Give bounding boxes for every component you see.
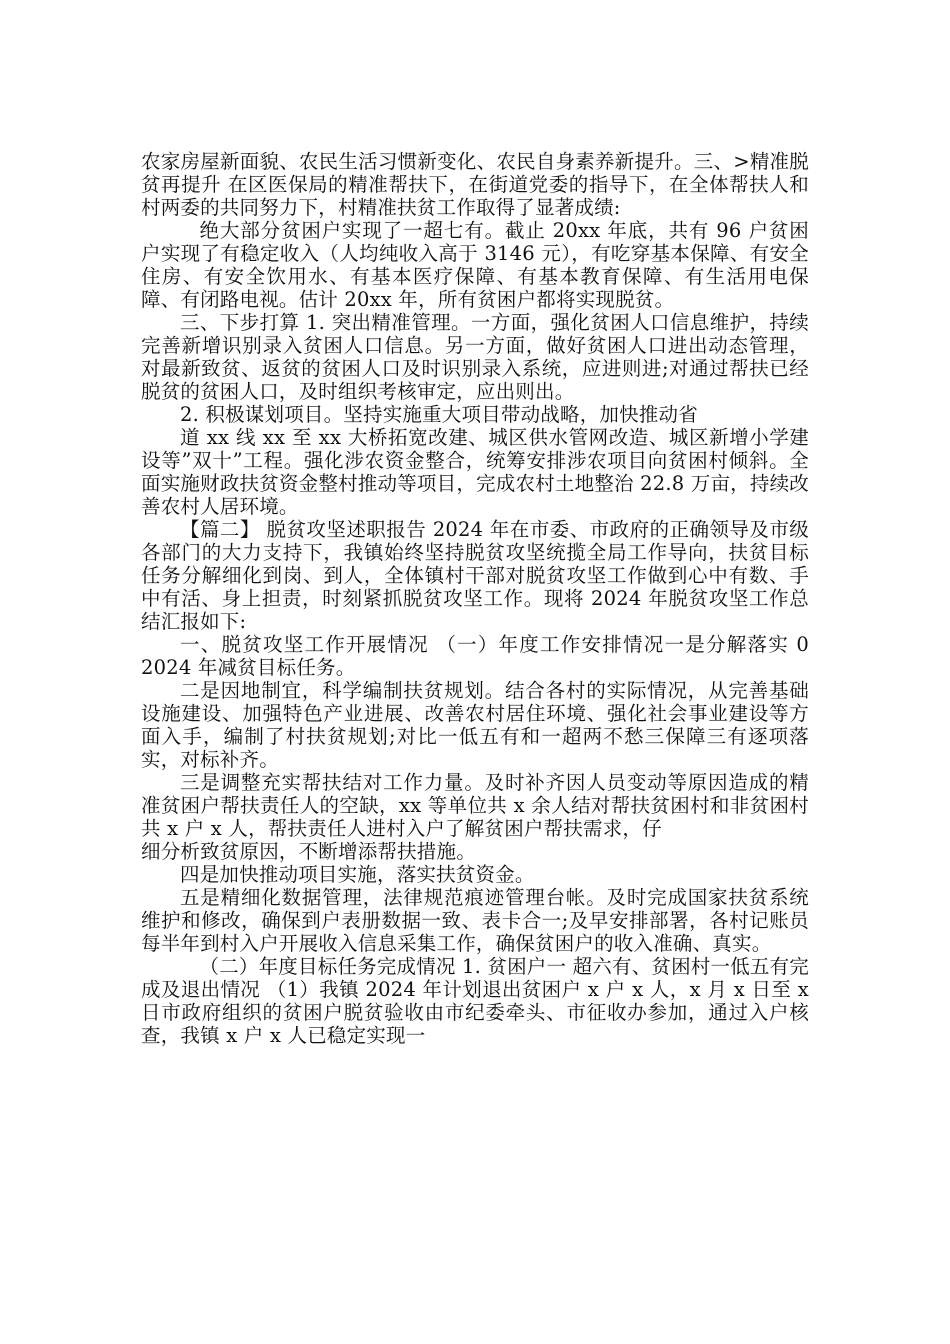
paragraph-13: （二）年度目标任务完成情况 1. 贫困户一 超六有、贫困村一低五有完成及退出情况 （1）我镇 2024 年计划退出贫困户 x 户 x 人，x 月 x 日至 x日市政府组织的贫困户脱贫验收由市纪委牵头、市征收办参加，通过入户核查，我镇 x 户 x 人已稳定实现一: [141, 955, 810, 1047]
paragraph-6: 【篇二】 脱贫攻坚述职报告 2024 年在市委、市政府的正确领导及市级各部门的大力支持下，我镇始终坚持脱贫攻坚统揽全局工作导向，扶贫目标任务分解细化到岗、到人，全体镇村干部对脱贫攻坚工作做到心中有数、手中有活、身上担责，时刻紧抓脱贫攻坚工作。现将 2024 年脱贫攻坚工作总结汇报如下:: [141, 518, 809, 633]
paragraph-12: 五是精细化数据管理，法律规范痕迹管理台帐。及时完成国家扶贫系统维护和修改，确保到户表册数据一致、表卡合一;及早安排部署，各村记账员每半年到村入户开展收入信息采集工作，确保贫困户的收入准确、真实。: [141, 886, 809, 955]
paragraph-11: 四是加快推动项目实施，落实扶贫资金。: [180, 863, 535, 886]
paragraph-8: 二是因地制宜，科学编制扶贫规划。结合各村的实际情况，从完善基础设施建设、加强特色产业进展、改善农村居住环境、强化社会事业建设等方面入手，编制了村扶贫规划;对比一低五有和一超两不愁三保障三有逐项落实，对标补齐。: [141, 679, 809, 771]
paragraph-1: 农家房屋新面貌、农民生活习惯新变化、农民自身素养新提升。三、>精准脱贫再提升 在区医保局的精准帮扶下，在街道党委的指导下，在全体帮扶人和村两委的共同努力下，村精准扶贫工作取得了显著成绩:: [141, 150, 809, 219]
paragraph-3: 三、下步打算 1. 突出精准管理。一方面，强化贫困人口信息维护，持续完善新增识别录入贫困人口信息。另一方面，做好贫困人口进出动态管理，对最新致贫、返贫的贫困人口及时识别录入系统，应进则进;对通过帮扶已经脱贫的贫困人口，及时组织考核审定，应出则出。: [141, 311, 809, 403]
paragraph-7: 一、脱贫攻坚工作开展情况 （一）年度工作安排情况一是分解落实 0 2024 年减贫目标任务。: [141, 633, 809, 679]
paragraph-9: 三是调整充实帮扶结对工作力量。及时补齐因人员变动等原因造成的精准贫困户帮扶责任人的空缺，xx 等单位共 x 余人结对帮扶贫困村和非贫困村共 x 户 x 人，帮扶责任人进村入户了解贫困户帮扶需求，仔: [141, 771, 809, 840]
paragraph-2: 绝大部分贫困户实现了一超七有。截止 20xx 年底，共有 96 户贫困户实现了有稳定收入（人均纯收入高于 3146 元），有吃穿基本保障、有安全住房、有安全饮用水、有基本医疗保障、有基本教育保障、有生活用电保障、有闭路电视。估计 20xx 年，所有贫困户都将实现脱贫。: [141, 219, 809, 311]
paragraph-5: 道 xx 线 xx 至 xx 大桥拓宽改建、城区供水管网改造、城区新增小学建设等”双十”工程。强化涉农资金整合，统筹安排涉农项目向贫困村倾斜。全面实施财政扶贫资金整村推动等项目，完成农村土地整治 22.8 万亩，持续改善农村人居环境。: [141, 426, 809, 518]
paragraph-4: 2. 积极谋划项目。坚持实施重大项目带动战略，加快推动省: [180, 403, 698, 426]
paragraph-10: 细分析致贫原因，不断增添帮扶措施。: [141, 840, 476, 863]
document-page: [141, 150, 809, 1047]
